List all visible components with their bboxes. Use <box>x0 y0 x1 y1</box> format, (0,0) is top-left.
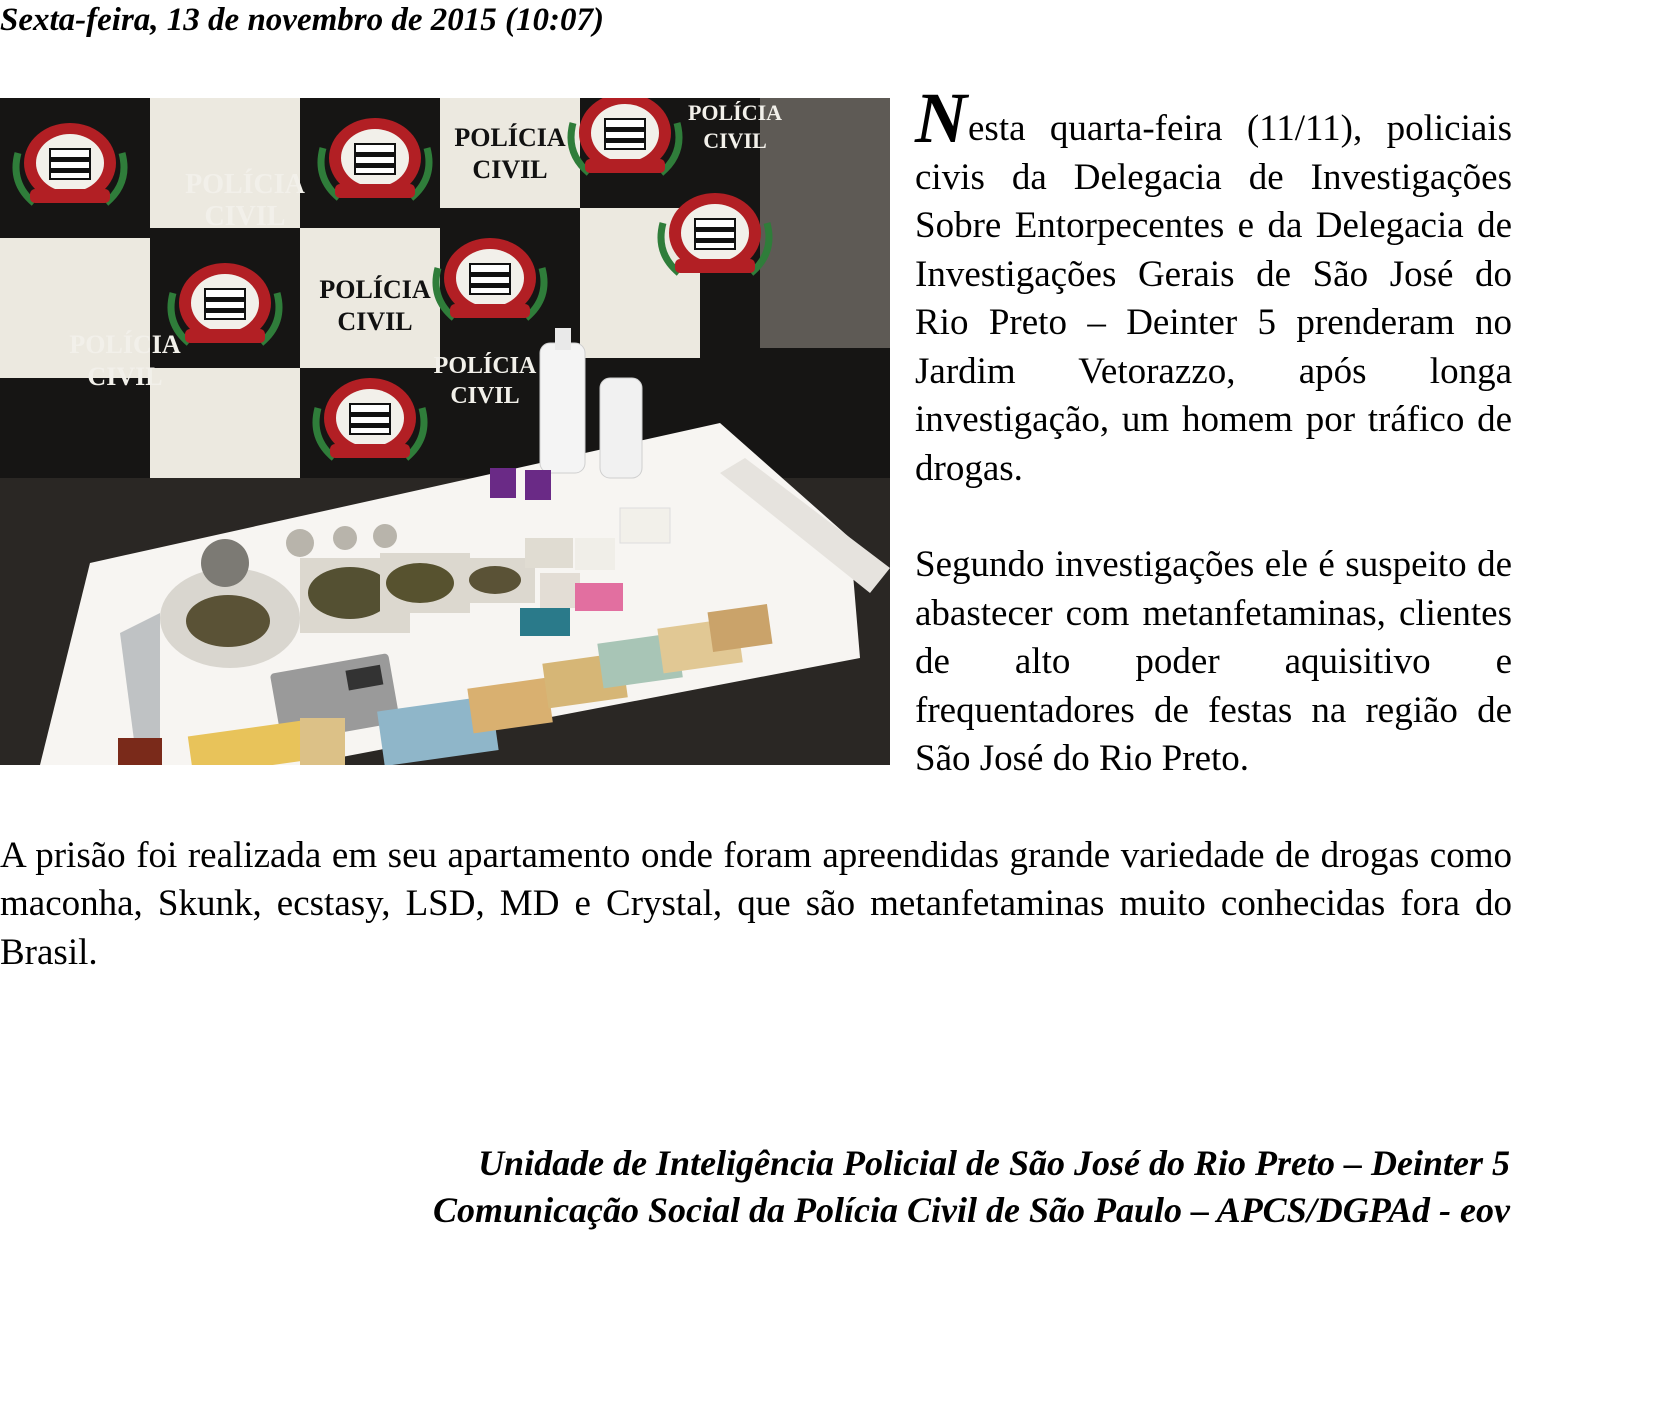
paragraph-2: Segundo investigações ele é suspeito de abastecer com metanfetaminas, clientes de alto poder aquisitivo e frequentadores de festas na região de São José do Rio Preto. <box>915 544 1512 779</box>
evidence-photo <box>0 98 890 765</box>
drop-cap: N <box>915 78 967 158</box>
svg-text:POLÍCIA: POLÍCIA <box>433 353 537 379</box>
svg-text:POLÍCIA: POLÍCIA <box>319 275 431 304</box>
svg-text:POLÍCIA: POLÍCIA <box>69 330 181 359</box>
dateline: Sexta-feira, 13 de novembro de 2015 (10:07) <box>0 2 604 38</box>
signature-line-2: Comunicação Social da Polícia Civil de São Paulo – APCS/DGPAd - eov <box>433 1190 1510 1230</box>
signature-block <box>433 1140 1510 1234</box>
backdrop-label-1: POLÍCIA <box>185 169 305 200</box>
svg-text:POLÍCIA: POLÍCIA <box>687 100 783 125</box>
paragraph-3: A prisão foi realizada em seu apartamento onde foram apreendidas grande variedade de drogas como maconha, Skunk, ecstasy, LSD, MD e Crystal, que são metanfetaminas muito conhecidas fora do Brasil. <box>0 834 1512 973</box>
svg-text:CIVIL: CIVIL <box>450 383 520 409</box>
svg-text:CIVIL: CIVIL <box>87 362 163 391</box>
paragraph-1-text: esta quarta-feira (11/11), policiais civis da Delegacia de Investigações Sobre Entorpecentes e da Delegacia de Investigações Gerais de São José do Rio Preto – Deinter 5 prenderam no Jardim Vetorazzo, após longa investigação, um homem por tráfico de drogas. <box>915 108 1512 489</box>
article-body <box>0 78 1512 977</box>
signature-line-1: Unidade de Inteligência Policial de São José do Rio Preto – Deinter 5 <box>478 1143 1510 1183</box>
svg-text:CIVIL: CIVIL <box>204 201 286 232</box>
svg-text:POLÍCIA: POLÍCIA <box>454 123 566 152</box>
svg-text:CIVIL: CIVIL <box>337 307 413 336</box>
svg-text:CIVIL: CIVIL <box>703 128 767 153</box>
svg-text:CIVIL: CIVIL <box>472 155 548 184</box>
